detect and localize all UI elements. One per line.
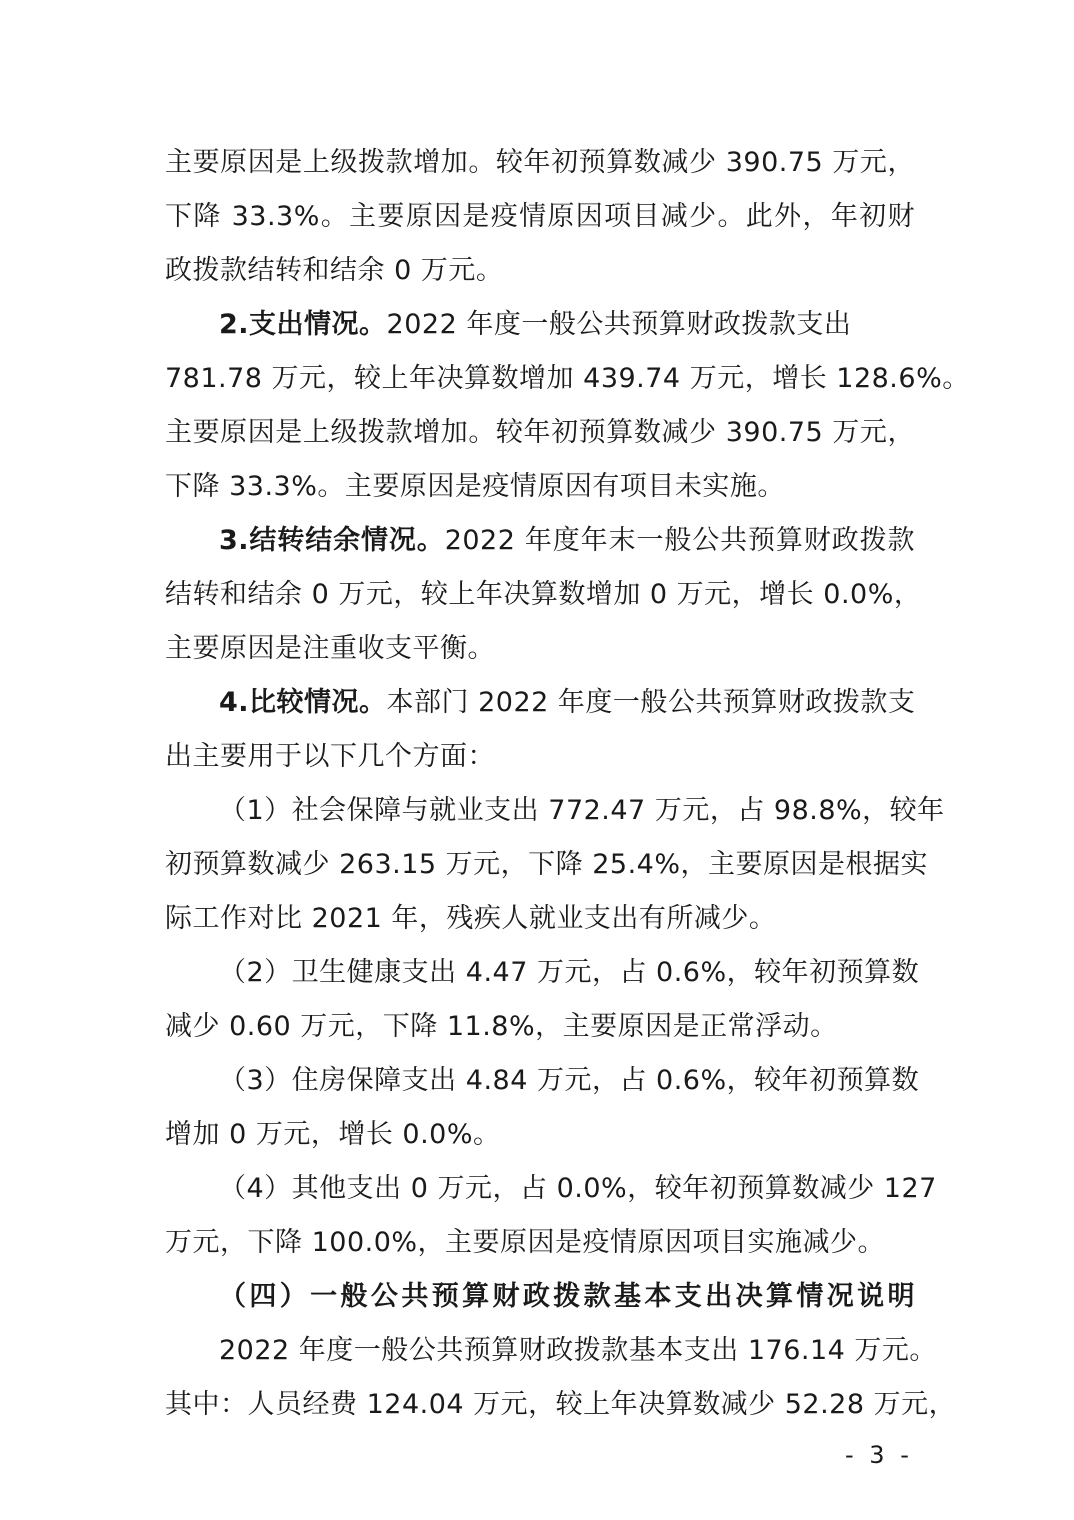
text-line: （3）住房保障支出 4.84 万元，占 0.6%，较年初预算数 xyxy=(219,1065,920,1096)
paragraph-heading: 4.比较情况。 xyxy=(219,687,387,718)
text-line: 下降 33.3%。主要原因是疫情原因项目减少。此外，年初财 xyxy=(165,201,915,232)
text-line: 主要原因是注重收支平衡。 xyxy=(165,633,495,664)
text-line: 减少 0.60 万元，下降 11.8%，主要原因是正常浮动。 xyxy=(165,1011,838,1042)
text-line: 主要原因是上级拨款增加。较年初预算数减少 390.75 万元， xyxy=(165,417,915,448)
paragraph-first-line xyxy=(219,524,915,558)
text-line: 781.78 万元，较上年决算数增加 439.74 万元，增长 128.6%。 xyxy=(165,363,970,394)
text-line: 出主要用于以下几个方面： xyxy=(165,741,495,772)
text-line: 际工作对比 2021 年，残疾人就业支出有所减少。 xyxy=(165,903,777,934)
text-line: 主要原因是上级拨款增加。较年初预算数减少 390.75 万元， xyxy=(165,147,915,178)
text-line: 政拨款结转和结余 0 万元。 xyxy=(165,255,504,286)
text-line: （2）卫生健康支出 4.47 万元，占 0.6%，较年初预算数 xyxy=(219,957,920,988)
text-line: 万元，下降 100.0%，主要原因是疫情原因项目实施减少。 xyxy=(165,1227,886,1258)
text-line: （4）其他支出 0 万元，占 0.0%，较年初预算数减少 127 xyxy=(219,1173,937,1204)
text-span: 2022 年度年末一般公共预算财政拨款 xyxy=(444,525,916,556)
paragraph-heading: 3.结转结余情况。 xyxy=(219,525,445,556)
paragraph-first-line xyxy=(219,308,915,342)
section-heading: （四）一般公共预算财政拨款基本支出决算情况说明 xyxy=(219,1281,915,1312)
text-line: 初预算数减少 263.15 万元，下降 25.4%，主要原因是根据实 xyxy=(165,849,928,880)
text-span: 本部门 2022 年度一般公共预算财政拨款支 xyxy=(386,687,916,718)
text-line: 结转和结余 0 万元，较上年决算数增加 0 万元，增长 0.0%， xyxy=(165,579,922,610)
page-number: - 3 - xyxy=(845,1441,913,1469)
text-line: 2022 年度一般公共预算财政拨款基本支出 176.14 万元。 xyxy=(219,1335,937,1366)
paragraph-first-line xyxy=(219,686,915,720)
paragraph-heading: 2.支出情况。 xyxy=(219,309,387,340)
text-span: 2022 年度一般公共预算财政拨款支出 xyxy=(386,309,852,340)
text-line: （1）社会保障与就业支出 772.47 万元，占 98.8%，较年 xyxy=(219,795,945,826)
text-line: 其中：人员经费 124.04 万元，较上年决算数减少 52.28 万元， xyxy=(165,1389,957,1420)
text-line: 增加 0 万元，增长 0.0%。 xyxy=(165,1119,501,1150)
text-line: 下降 33.3%。主要原因是疫情原因有项目未实施。 xyxy=(165,471,785,502)
